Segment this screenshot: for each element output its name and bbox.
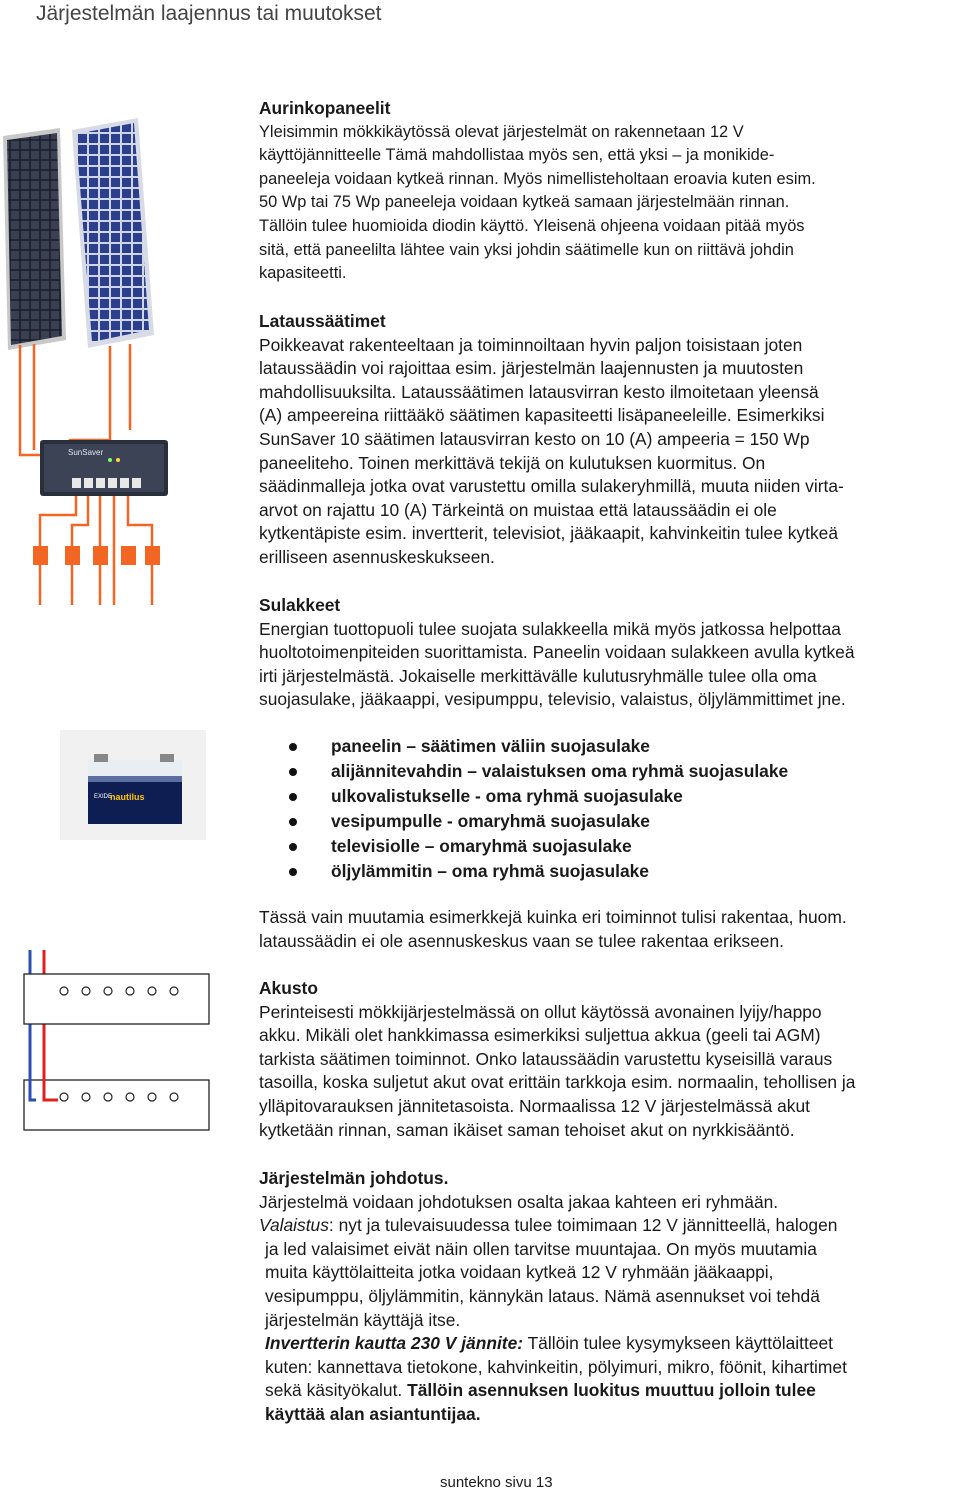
list-item-text: televisiolle – omaryhmä suojasulake [331,836,632,856]
paragraph-line: irti järjestelmästä. Jokaiselle merkittävälle kulutusryhmälle tulee olla oma [259,665,817,686]
paragraph-line: Järjestelmä voidaan johdotuksen osalta jakaa kahteen eri ryhmään. [259,1191,779,1212]
warning-text: Tällöin asennuksen luokitus muuttuu jolloin tulee [407,1380,816,1401]
battery-2 [24,1080,209,1130]
paragraph-line: lataussäädin voi rajoittaa esim. järjestelmän laajennusten ja muutosten [259,358,804,379]
battery-wiring-diagram [0,940,230,1140]
warning-text: käyttää alan asiantuntijaa. [265,1403,481,1424]
paragraph-line: lataussäädin ei ole asennuskeskus vaan se tulee rakentaa erikseen. [259,930,784,951]
paragraph-line: 50 Wp tai 75 Wp paneeleja voidaan kytkeä samaan järjestelmään rinnan. [259,193,790,212]
bullet-icon [289,868,297,876]
list-item-text: vesipumpulle - omaryhmä suojasulake [331,811,650,831]
paragraph-line: paneeliteho. Toinen merkittävä tekijä on kulutuksen kuormitus. On [259,452,766,473]
paragraph-line: huoltotoimenpiteiden suorittamista. Paneelin voidaan sulakkeen avulla kytkeä [259,642,855,663]
heading-sulakkeet: Sulakkeet [259,595,341,615]
solar-panel-left [3,128,66,350]
charge-controller [40,440,168,496]
bullet-icon [289,843,297,851]
page-header: Järjestelmän laajennus tai muutokset [36,2,382,25]
paragraph-line: ylläpitovarauksen jännitetasoista. Normaalissa 12 V järjestelmässä akut [259,1095,810,1116]
paragraph-line: SunSaver 10 säätimen latausvirran kesto on 10 (A) ampeeria = 150 Wp [259,428,810,449]
bullet-icon [289,768,297,776]
paragraph-line: käyttöjännitteelle Tämä mahdollistaa myös sen, että yksi – ja monikide- [259,146,775,165]
bullet-icon [289,793,297,801]
battery-brand: nautilus [110,792,145,802]
sulakkeet-note [259,906,959,953]
paragraph-line: mahdollisuuksilta. Lataussäätimen latausvirran kesto ilmoitetaan yleensä [259,381,819,402]
paragraph-line: tasoilla, koska suljetut akut ovat erittäin tarkkoja esim. normaalin, tehollisen ja [259,1072,856,1093]
valaistus-line: Valaistus: nyt ja tulevaisuudessa tulee toimimaan 12 V jännitteellä, halogen [259,1215,838,1236]
paragraph-line: säädinmalleja jotka ovat varustettu omilla sulakeryhmillä, muuta niiden virta- [259,476,844,497]
paragraph-line: kytkentäpiste esim. invertterit, televisiot, jääkaapit, kahvinkeitin tulee kytkeä [259,523,838,544]
paragraph-line: kuten: kannettava tietokone, kahvinkeitin, pölyimuri, mikro, föönit, kihartimet [265,1356,847,1377]
paragraph-line: suojasulake, jääkaappi, vesipumppu, televisio, valaistus, öljylämmittimet jne. [259,689,846,710]
heading-aurinkopaneelit: Aurinkopaneelit [259,98,391,118]
section-lataussaatimet [259,310,959,570]
section-johdotus [259,1167,959,1427]
paragraph-line: kapasiteetti. [259,264,347,283]
paragraph-line: Poikkeavat rakenteeltaan ja toiminnoiltaan hyvin paljon toisistaan joten [259,334,803,355]
paragraph-line: vesipumppu, öljylämmitin, kännykän lataus. Nämä asennukset voi tehdä [265,1285,820,1306]
paragraph-line: ja led valaisimet eivät näin ollen tarvitse muuntajaa. On myös muutamia [265,1238,817,1259]
paragraph-line: akku. Mikäli olet hankkimassa esimerkiksi suljettua akkua (geeli tai AGM) [259,1025,821,1046]
fuse-icons [33,546,160,565]
heading-akusto: Akusto [259,978,318,998]
section-akusto [259,977,959,1142]
paragraph-line: Yleisimmin mökkikäytössä olevat järjestelmät on rakennetaan 12 V [259,122,744,141]
paragraph-line: Perinteisesti mökkijärjestelmässä on ollut käytössä avonainen lyijy/happo [259,1001,822,1022]
heading-johdotus: Järjestelmän johdotus. [259,1168,449,1188]
paragraph-line: paneeleja voidaan kytkeä rinnan. Myös nimellisteholtaan eroavia kuten esim. [259,169,816,188]
paragraph-line: Energian tuottopuoli tulee suojata sulakkeella mikä myös jatkossa helpottaa [259,618,841,639]
list-item-text: öljylämmitin – oma ryhmä suojasulake [331,861,649,881]
paragraph-line: sekä käsityökalut. Tällöin asennuksen luokitus muuttuu jolloin tulee [265,1380,816,1401]
paragraph-line: arvot on rajattu 10 (A) Tärkeintä on muistaa että lataussäädin ei ole [259,499,777,520]
solar-panel-right [72,118,154,348]
list-item-text: alijännitevahdin – valaistuksen oma ryhmä suojasulake [331,761,789,781]
section-sulakkeet [259,594,959,712]
page-number: suntekno sivu 13 [440,1474,553,1491]
invertteri-line: Invertterin kautta 230 V jännite: Tällöin tulee kysymykseen käyttölaitteet [265,1333,834,1354]
heading-lataussaatimet: Lataussäätimet [259,311,386,331]
bullet-icon [289,818,297,826]
paragraph-line [259,1403,959,1427]
paragraph-line: tarkista säätimen toiminnot. Onko lataussäädin varustettu kyseisillä varaus [259,1048,833,1069]
battery-1 [24,974,209,1024]
list-item-text: ulkovalistukselle - oma ryhmä suojasulake [331,786,683,806]
paragraph-line: erilliseen asennuskeskukseen. [259,546,495,567]
section-aurinkopaneelit [259,97,959,286]
solar-system-illustration [0,100,260,610]
paragraph-line: sitä, että paneelilta lähtee vain yksi johdin säätimelle kun on riittävä johdin [259,240,794,259]
battery-maker: EXIDE [94,794,113,800]
list-item-text: paneelin – säätimen väliin suojasulake [331,736,650,756]
battery-image [60,730,206,840]
bullet-icon [289,743,297,751]
paragraph-line: muita käyttölaitteita jotka voidaan kytkeä 12 V ryhmään jääkaappi, [265,1262,774,1283]
paragraph-line: kytketään rinnan, saman ikäiset saman tehoiset akut on nyrkkisääntö. [259,1119,795,1140]
invertteri-label: Invertterin kautta 230 V jännite: [265,1333,524,1354]
paragraph-line: Tällöin tulee huomioida diodin käyttö. Yleisenä ohjeena voidaan pitää myös [259,216,805,235]
paragraph-line: järjestelmän käyttäjä itse. [265,1309,461,1330]
paragraph-line: Tässä vain muutamia esimerkkejä kuinka eri toiminnot tulisi rakentaa, huom. [259,907,847,927]
valaistus-label: Valaistus [259,1215,329,1236]
paragraph-line: (A) ampeereina riittääkö säätimen kapasiteetti lisäpaneeleille. Esimerkiksi [259,405,825,426]
controller-brand: SunSaver [68,448,104,457]
